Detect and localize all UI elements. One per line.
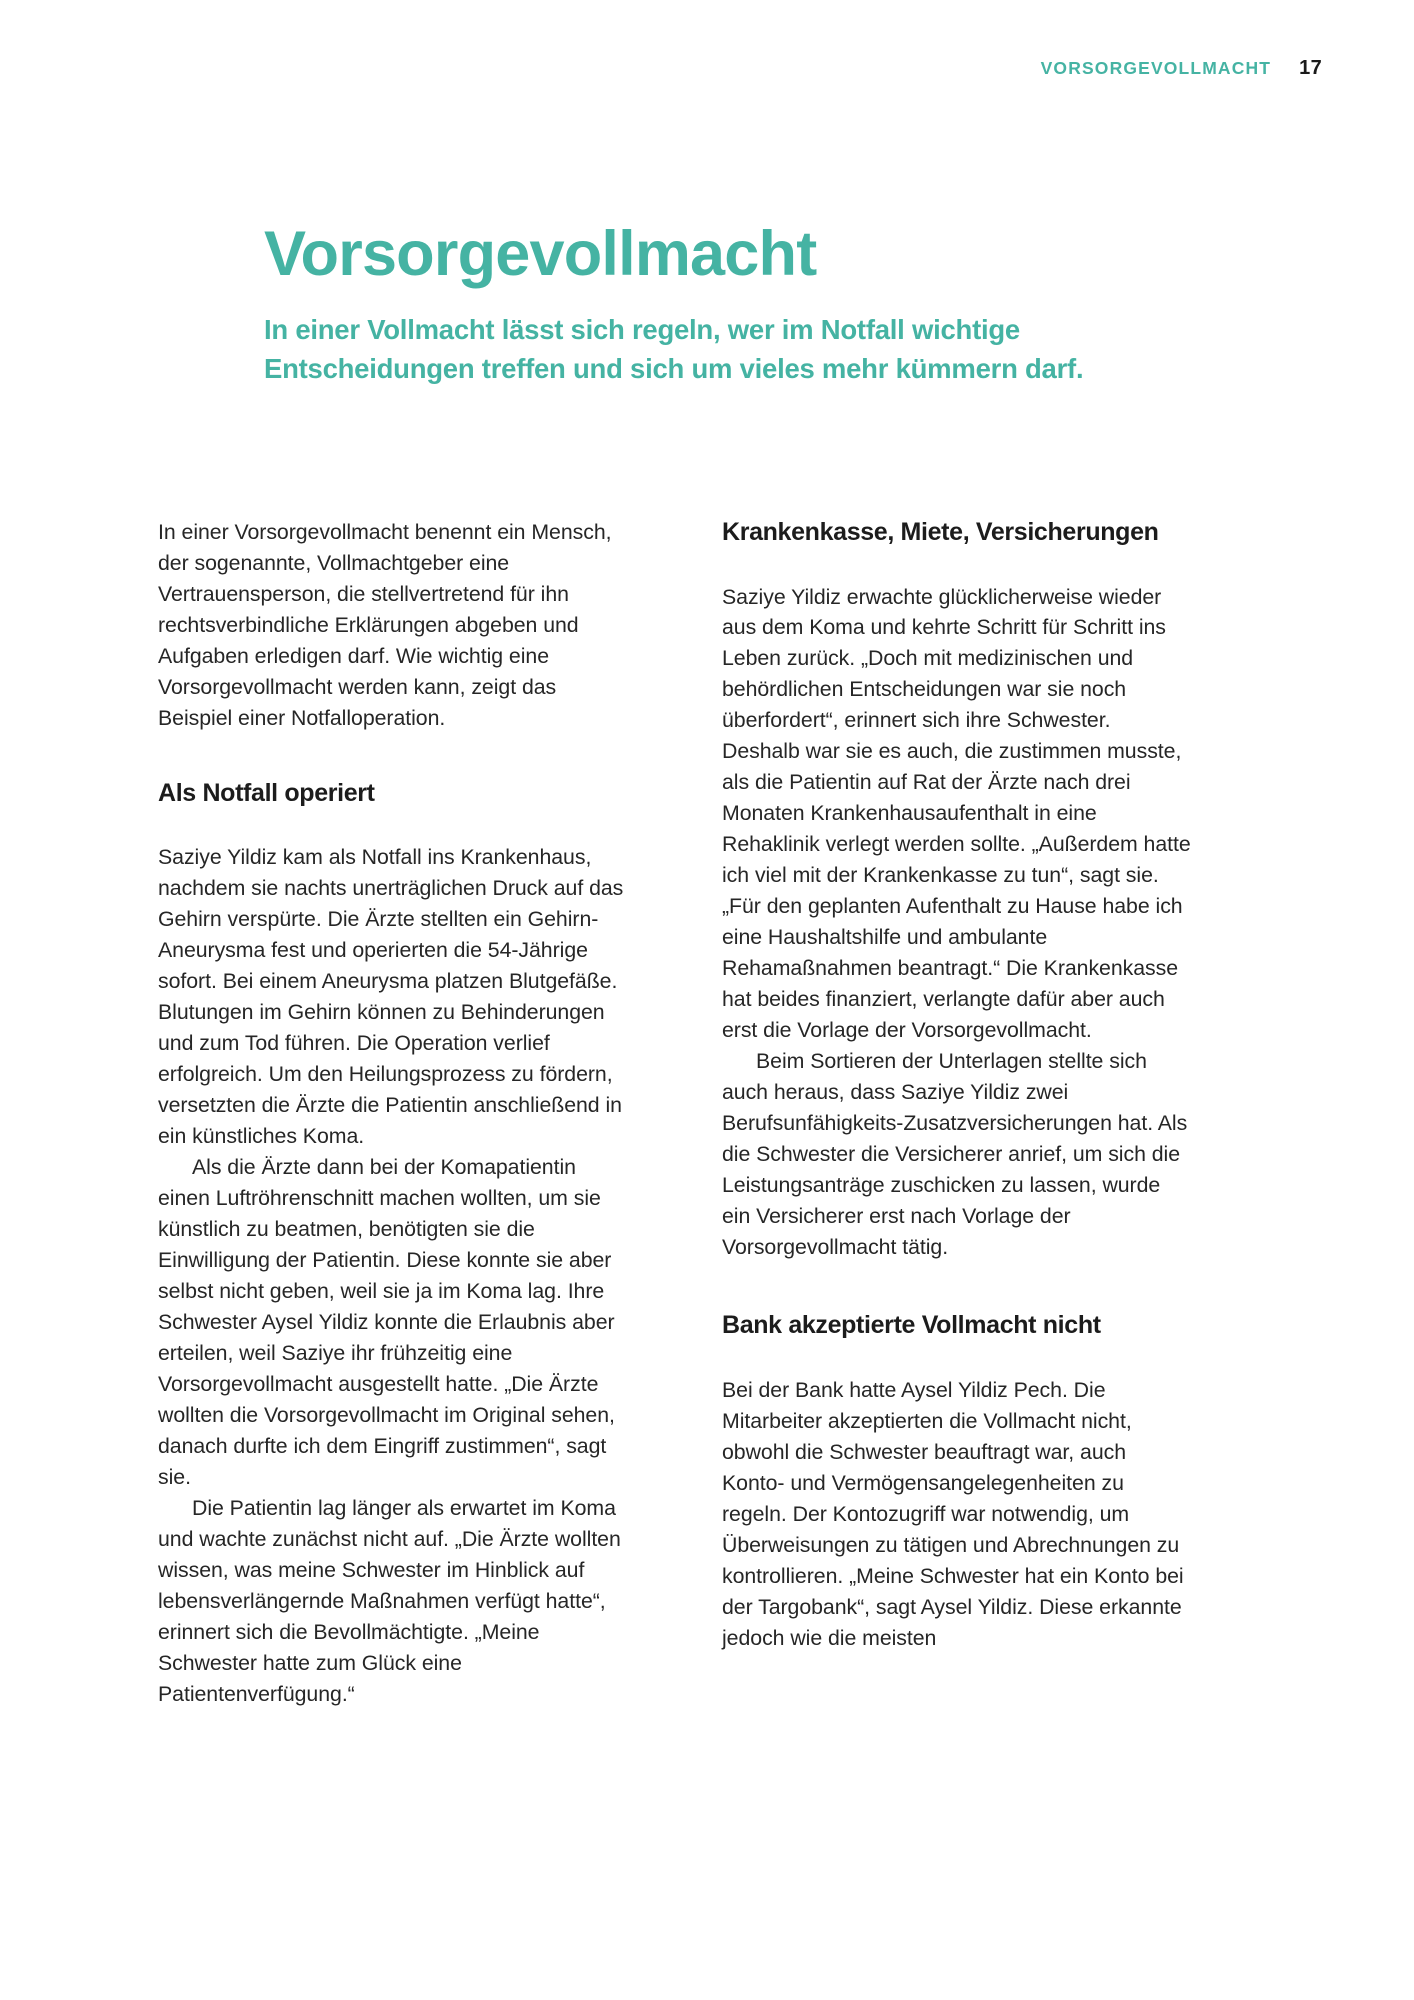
page-title: Vorsorgevollmacht [264,219,817,289]
right-column [722,517,1192,1710]
section-heading-als-notfall-operiert: Als Notfall operiert [158,778,375,807]
left-paragraph-1: Saziye Yildiz kam als Notfall ins Krankenhaus, nachdem sie nachts unerträglichen Druck auf das Gehirn verspürte. Die Ärzte stellten ein Gehirn-Aneurysma fest und operierten die 54-Jährige sofort. Bei einem Aneurysma platzen Blutgefäße. Blutungen im Gehirn können zu Behinderungen und zum Tod führen. Die Operation verlief erfolgreich. Um den Heilungsprozess zu fördern, versetzten die Ärzte die Patientin anschließend in ein künstliches Koma. [158,845,624,1149]
left-paragraph-2: Als die Ärzte dann bei der Komapatientin einen Luftröhrenschnitt machen wollten, um sie künstlich zu beatmen, benötigten sie die Einwilligung der Patientin. Diese konnte sie aber selbst nicht geben, weil sie ja im Koma lag. Ihre Schwester Aysel Yildiz konnte die Erlaubnis aber erteilen, weil Saziye ihr frühzeitig eine Vorsorgevollmacht ausgestellt hatte. „Die Ärzte wollten die Vorsorgevollmacht im Original sehen, danach durfte ich dem Eingriff zustimmen“, sagt sie. [158,1155,615,1490]
left-column [158,517,628,1710]
page-subtitle: In einer Vollmacht lässt sich regeln, wer im Notfall wichtige Entscheidungen treffen und sich um vieles mehr kümmern darf. [264,314,1084,385]
right-paragraph-1: Saziye Yildiz erwachte glücklicherweise wieder aus dem Koma und kehrte Schritt für Schritt ins Leben zurück. „Doch mit medizinischen und behördlichen Entscheidungen war sie noch überfordert“, erinnert sich ihre Schwester. Deshalb war sie es auch, die zustimmen musste, als die Patientin auf Rat der Ärzte nach drei Monaten Krankenhausaufenthalt in eine Rehaklinik verlegt werden sollte. „Außerdem hatte ich viel mit der Krankenkasse zu tun“, sagt sie. „Für den geplanten Aufenthalt zu Hause habe ich eine Haushaltshilfe und ambulante Rehamaßnahmen beantragt.“ Die Krankenkasse hat beides finanziert, verlangte dafür aber auch erst die Vorlage der Vorsorgevollmacht. [722,584,1191,1043]
left-paragraph-3: Die Patientin lag länger als erwartet im Koma und wachte zunächst nicht auf. „Die Ärzte wollten wissen, was meine Schwester im Hinblick auf lebensverlängernde Maßnahmen verfügt hatte“, erinnert sich die Bevollmächtigte. „Meine Schwester hatte zum Glück eine Patientenverfügung.“ [158,1496,621,1706]
section-heading-krankenkasse-miete-versicherungen: Krankenkasse, Miete, Versicherungen [722,518,1159,546]
section-spacer [722,1263,1192,1310]
section-heading-bank-akzeptierte-vollmacht-nicht: Bank akzeptierte Vollmacht nicht [722,1311,1101,1340]
right-paragraph-3: Bei der Bank hatte Aysel Yildiz Pech. Die Mitarbeiter akzeptierten die Vollmacht nicht, obwohl die Schwester beauftragt war, auch Konto- und Vermögensangelegenheiten zu regeln. Der Kontozugriff war notwendig, um Überweisungen zu tätigen und Abrechnungen zu kontrollieren. „Meine Schwester hat ein Konto bei der Targobank“, sagt Aysel Yildiz. Diese erkannte jedoch wie die meisten [722,1377,1184,1650]
intro-paragraph: In einer Vorsorgevollmacht benennt ein Mensch, der sogenannte, Vollmachtgeber eine Vertrauensperson, die stellvertretend für ihn rechtsverbindliche Erklärungen abgeben und Aufgaben erledigen darf. Wie wichtig eine Vorsorgevollmacht werden kann, zeigt das Beispiel einer Notfalloperation. [158,520,612,730]
page-number: 17 [1299,57,1322,79]
running-header [1041,57,1322,80]
article-columns [158,517,1258,1710]
right-paragraph-2: Beim Sortieren der Unterlagen stellte sich auch heraus, dass Saziye Yildiz zwei Berufsunfähigkeits-Zusatzversicherungen hat. Als die Schwester die Versicherer anrief, um sich die Leistungsanträge zuschicken zu lassen, wurde ein Versicherer erst nach Vorlage der Vorsorgevollmacht tätig. [722,1049,1188,1260]
running-header-section-title: VORSORGEVOLLMACHT [1040,58,1272,78]
title-block [264,219,1264,388]
